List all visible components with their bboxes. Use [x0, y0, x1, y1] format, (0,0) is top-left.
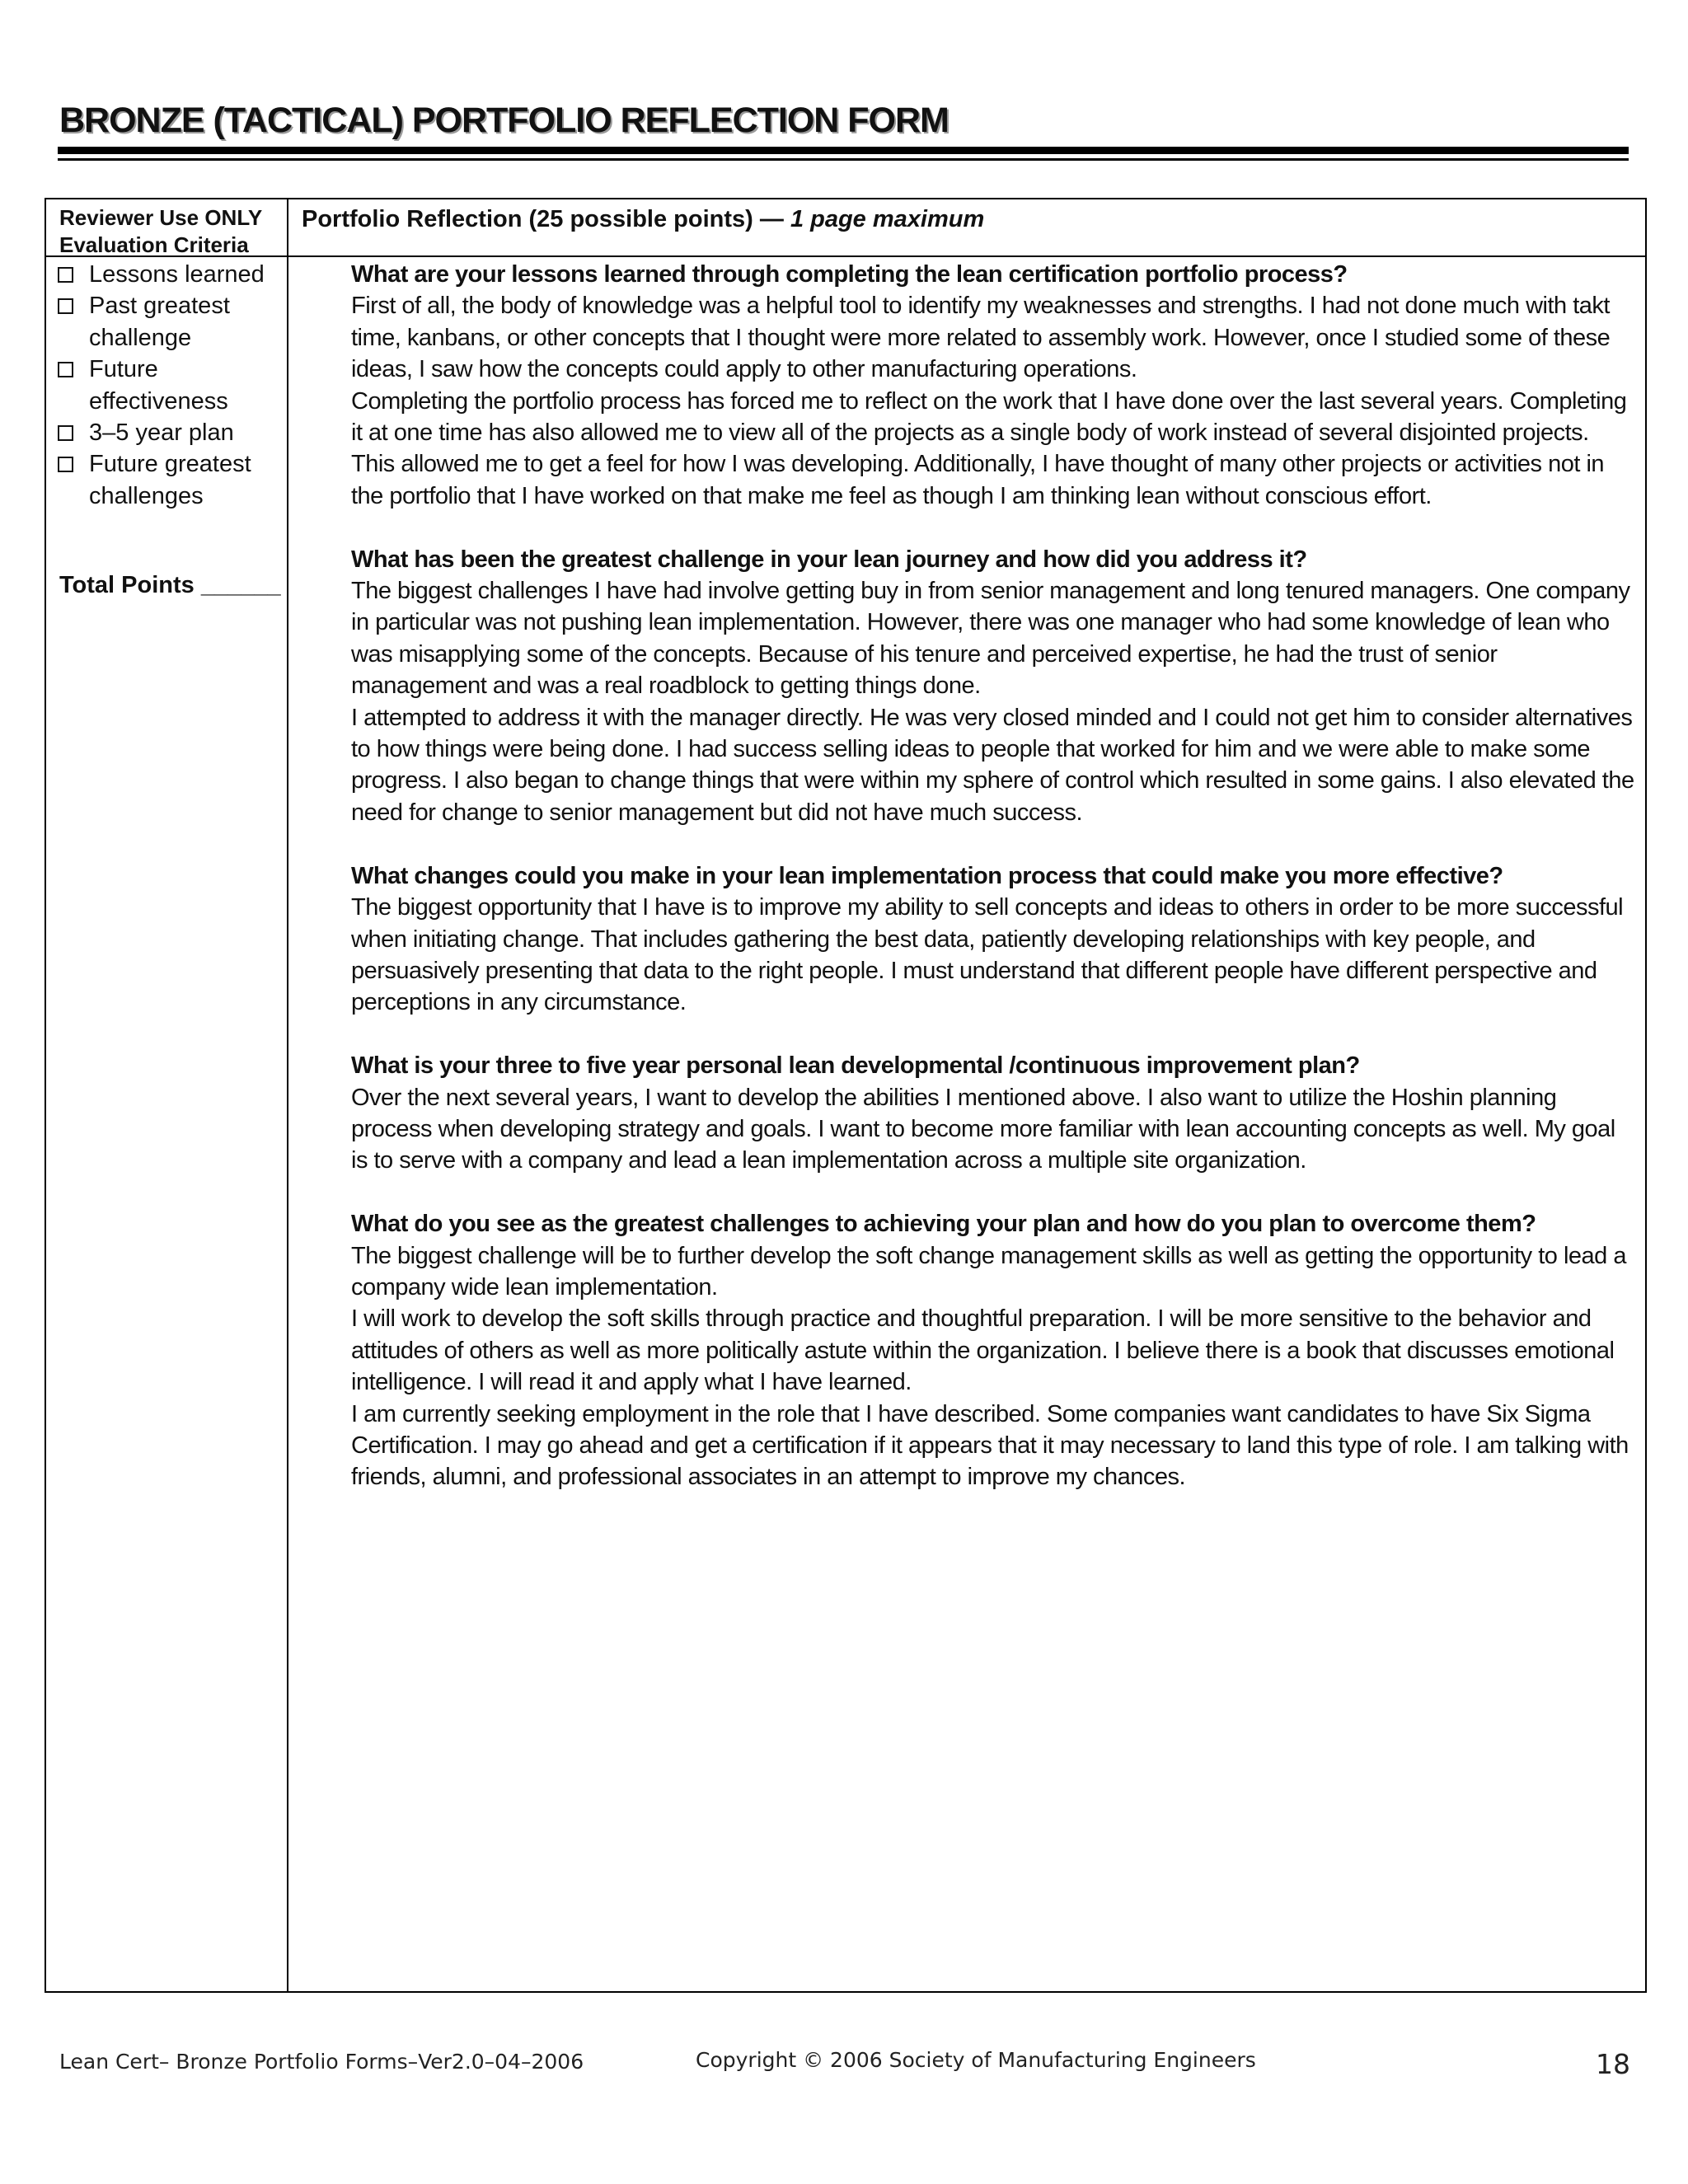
section-answer: The biggest opportunity that I have is to improve my ability to sell concepts and ideas to others in order to be more successful when initiating change. That includes gathering the best data, patiently developing relationships with key people, and persuasively presenting that data to the right people. I must understand that different people have different perspective and perceptions in any circumstance. — [351, 894, 1624, 1016]
page-limit-note: 1 page maximum — [790, 206, 985, 232]
total-points-field: Total Points ______ — [59, 572, 281, 598]
reflection-section — [351, 1208, 1637, 1493]
section-question: What are your lessons learned through completing the lean certification portfolio process? — [351, 261, 1348, 288]
criteria-item[interactable] — [58, 417, 280, 448]
section-question: What has been the greatest challenge in your lean journey and how did you address it? — [351, 546, 1307, 573]
footer-version: Lean Cert– Bronze Portfolio Forms–Ver2.0–04–2006 — [59, 2050, 584, 2074]
criteria-label: Future greatest challenges — [89, 451, 251, 509]
criteria-label: Past greatest challenge — [89, 293, 230, 351]
checkbox-icon[interactable] — [58, 425, 73, 441]
page-title: BRONZE (TACTICAL) PORTFOLIO REFLECTION FORM — [59, 101, 949, 140]
section-answer: Over the next several years, I want to develop the abilities I mentioned above. I also want to utilize the Hoshin planning process when developing strategy and goals. I want to become more familiar with lean accounting concepts as well. My goal is to serve with a company and lead a lean implementation across a multiple site organization. — [351, 1084, 1615, 1174]
section-answer: First of all, the body of knowledge was a helpful tool to identify my weaknesses and strengths. I had not done much with takt time, kanbans, or other concepts that I thought were more related to assembly work. However, once I studied some of these ideas, I saw how the concepts could apply to other manufacturing operations. — [351, 293, 1611, 383]
checkbox-icon[interactable] — [58, 298, 73, 314]
criteria-item[interactable] — [58, 354, 280, 417]
section-answer: Completing the portfolio process has forced me to reflect on the work that I have done over the last several years. Completing it at one time has also allowed me to view all of the projects as a single body of work instead of several disjointed projects. This allowed me to get a feel for how I was developing. Additionally, I have thought of many other projects or activities not in the portfolio that I have worked on that make me feel as though I am thinking lean without conscious effort. — [351, 387, 1627, 509]
reflection-form — [45, 198, 1647, 1993]
evaluation-criteria-label: Evaluation Criteria — [59, 232, 249, 257]
checkbox-icon[interactable] — [58, 362, 73, 377]
page-number: 18 — [1596, 2048, 1630, 2080]
criteria-list — [58, 259, 280, 512]
title-rule-thin — [58, 158, 1629, 161]
criteria-item[interactable] — [58, 259, 280, 290]
section-question: What changes could you make in your lean implementation process that could make you more effective? — [351, 862, 1503, 889]
criteria-item[interactable] — [58, 448, 280, 512]
checkbox-icon[interactable] — [58, 267, 73, 283]
section-question: What is your three to five year personal lean developmental /continuous improvement plan? — [351, 1052, 1360, 1080]
criteria-item[interactable] — [58, 290, 280, 354]
section-answer: The biggest challenges I have had involve getting buy in from senior management and long tenured managers. One company in particular was not pushing lean implementation. However, there was one manager who had some knowledge of lean who was misapplying some of the concepts. Because of his tenure and perceived expertise, he had the trust of senior management and was a real roadblock to getting things done. — [351, 578, 1630, 700]
reflection-section — [351, 259, 1637, 512]
reflection-section — [351, 860, 1637, 1019]
section-answer: The biggest challenge will be to further develop the soft change management skills as well as getting the opportunity to lead a company wide lean implementation. — [351, 1242, 1626, 1301]
column-divider — [287, 199, 288, 1991]
section-answer: I am currently seeking employment in the role that I have described. Some companies want candidates to have Six Sigma Certification. I may go ahead and get a certification if it appears that it may necessary to land this type of role. I am talking with friends, alumni, and professional associates in an attempt to improve my chances. — [351, 1400, 1629, 1491]
section-answer: I will work to develop the soft skills through practice and thoughtful preparation. I will be more sensitive to the behavior and attitudes of others as well as more politically astute within the organization. I believe there is a book that discusses emotional intelligence. I will read it and apply what I have learned. — [351, 1305, 1615, 1396]
reflection-section — [351, 1050, 1637, 1177]
reflection-section — [351, 544, 1637, 829]
title-rule-thick — [58, 147, 1629, 154]
reflection-header — [302, 204, 984, 234]
reflection-content — [351, 259, 1637, 1525]
reviewer-header — [59, 204, 262, 259]
section-answer: I attempted to address it with the manager directly. He was very closed minded and I could not get him to consider alternatives to how things were being done. I had success selling ideas to people that worked for him and we were able to make some progress. I also began to change things that were within my sphere of control which resulted in some gains. I also elevated the need for change to senior management but did not have much success. — [351, 704, 1634, 826]
checkbox-icon[interactable] — [58, 457, 73, 472]
reviewer-use-only-label: Reviewer Use ONLY — [59, 205, 263, 230]
section-question: What do you see as the greatest challenges to achieving your plan and how do you plan to overcome them? — [351, 1211, 1536, 1238]
footer-copyright: Copyright © 2006 Society of Manufacturing Engineers — [696, 2048, 1256, 2072]
criteria-label: Lessons learned — [89, 261, 265, 288]
reflection-label: Portfolio Reflection (25 possible points) — — [302, 206, 790, 232]
header-divider — [46, 255, 1645, 257]
criteria-label: Future effectiveness — [89, 356, 228, 415]
criteria-label: 3–5 year plan — [89, 419, 234, 447]
